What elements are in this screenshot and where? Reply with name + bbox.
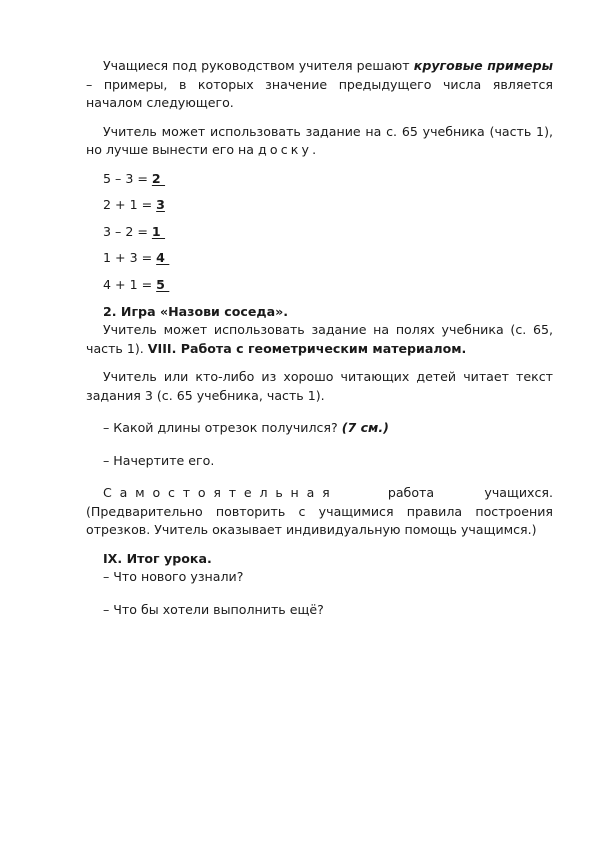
game-heading: 2. Игра «Назови соседа». — [103, 303, 288, 319]
examples-list — [86, 170, 553, 295]
example-answer: 2 — [151, 170, 166, 186]
example-expression: 5 – 3 = — [103, 170, 152, 186]
paragraph-independent-work — [86, 484, 553, 503]
example-row — [103, 196, 553, 215]
example-answer: 4 — [156, 250, 170, 265]
emphasis-term: круговые примеры — [413, 58, 553, 73]
section-heading-viii: VIII. Работа с геометрическим материалом. — [147, 340, 467, 356]
question-length — [103, 419, 553, 438]
example-answer: 5 — [156, 276, 170, 292]
spaced-word: Самостоятельная — [103, 485, 338, 500]
example-expression: 4 + 1 = — [103, 276, 157, 292]
example-row — [103, 249, 553, 268]
example-expression: 3 – 2 = — [103, 223, 152, 239]
example-expression: 2 + 1 = — [103, 197, 157, 212]
paragraph-text: Учащиеся под руководством учителя решают — [103, 58, 414, 73]
paragraph-text: Учитель может использовать задание на полях учебника (с. 65, часть 1). — [86, 322, 553, 356]
question-more: – Что бы хотели выполнить ещё? — [103, 601, 324, 617]
question-answer: (7 см.) — [341, 420, 389, 435]
paragraph-margin-task — [86, 321, 553, 358]
paragraph-text: Учитель может использовать задание на с. 65 учебника (часть 1), но лучше вынести его на — [86, 123, 553, 157]
document-body — [86, 57, 553, 619]
paragraph-text: работа учащихся. — [337, 485, 553, 500]
question-new: – Что нового узнали? — [103, 569, 244, 584]
question-text: – Какой длины отрезок получился? — [103, 420, 342, 435]
section-heading-ix: IX. Итог урока. — [103, 550, 212, 566]
paragraph-textbook-task — [86, 123, 553, 160]
example-answer: 3 — [156, 197, 165, 212]
paragraph-circular-examples — [86, 57, 553, 113]
example-row — [103, 223, 553, 242]
paragraph-text: . — [312, 142, 317, 157]
paragraph-text: – примеры, в которых значение предыдущего числа является началом следующего. — [86, 76, 553, 110]
paragraph-reading-task: Учитель или кто-либо из хорошо читающих детей читает текст задания 3 (с. 65 учебника, часть 1). — [86, 369, 553, 403]
example-answer: 1 — [151, 223, 166, 239]
example-expression: 1 + 3 = — [103, 250, 157, 265]
spaced-word: доску — [257, 142, 313, 157]
example-row — [103, 170, 553, 189]
paragraph-independent-note: (Предварительно повторить с учащимися правила построения отрезков. Учитель оказывает индивидуальную помощь учащимся.) — [86, 503, 553, 537]
example-row — [103, 276, 553, 295]
instruction-draw: – Начертите его. — [103, 452, 215, 468]
